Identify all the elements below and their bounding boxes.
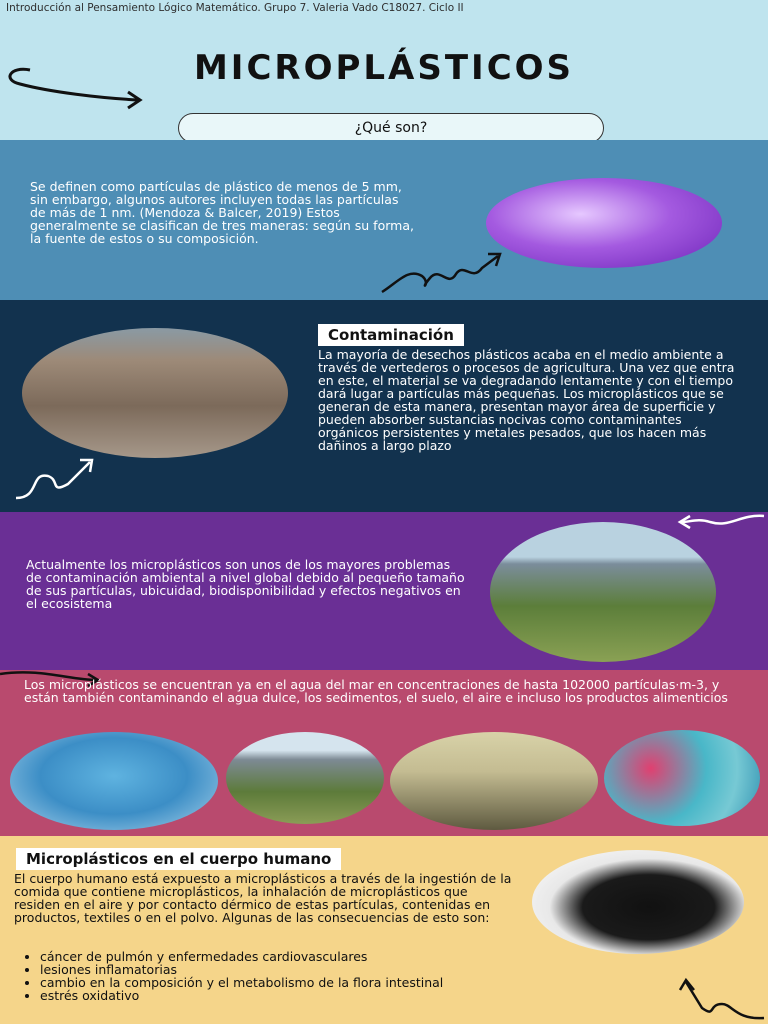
consequences-list bbox=[14, 950, 580, 1002]
definition-band bbox=[0, 140, 768, 300]
contamination-text: La mayoría de desechos plásticos acaba en el medio ambiente a través de vertederos o procesos de agricultura. Una vez que entra en este, el material se va degradando lentamente y con el tiempo dará lugar a partículas más pequeñas. Los microplásticos que se generan de esta manera, presentan mayor área de superficie y pueden absorber sustancias nocivas como contaminantes orgánicos persistentes y metales pesados, que los hacen más dañinos a largo plazo bbox=[318, 347, 735, 453]
corner-arrow-icon bbox=[676, 970, 768, 1024]
dumpster-field-image bbox=[226, 732, 384, 824]
purple-plastic-image bbox=[486, 178, 722, 268]
contamination-band bbox=[0, 300, 768, 512]
body-silhouette-image bbox=[532, 850, 744, 954]
thread-spools-image bbox=[604, 730, 760, 826]
title-band bbox=[0, 0, 768, 140]
presence-band bbox=[0, 670, 768, 836]
list-item: • lesiones inflamatorias bbox=[40, 963, 580, 976]
trash-dumpster-image bbox=[490, 522, 716, 662]
global-problem-band bbox=[0, 512, 768, 670]
curly-arrow-icon bbox=[0, 58, 150, 118]
beach-person-image bbox=[390, 732, 598, 830]
list-item: • cambio en la composición y el metabolismo de la flora intestinal bbox=[40, 976, 580, 989]
page-title: MICROPLÁSTICOS bbox=[193, 48, 575, 88]
bottle-water-image bbox=[10, 732, 218, 830]
presence-text: Los microplásticos se encuentran ya en el agua del mar en concentraciones de hasta 102000 partículas·m-3, y están también contaminando el agua dulce, los sedimentos, el suelo, el aire e incluso los productos alimenticios bbox=[24, 677, 728, 705]
human-body-text: El cuerpo humano está expuesto a microplásticos a través de la ingestión de la comida que contiene microplásticos, la inhalación de microplásticos que residen en el aire y por contacto dérmico de estas partículas, contenidas en productos, textiles o en el polvo. Algunas de las consecuencias de esto son: bbox=[14, 871, 512, 925]
list-item: • estrés oxidativo bbox=[40, 989, 580, 1002]
course-header: Introducción al Pensamiento Lógico Matemático. Grupo 7. Valeria Vado C18027. Ciclo II bbox=[6, 2, 464, 14]
what-are-heading-pill bbox=[178, 113, 604, 140]
global-problem-text: Actualmente los microplásticos son unos de los mayores problemas de contaminación ambiental a nivel global debido al pequeño tamaño de sus partículas, ubicuidad, biodisponibilidad y efectos negativos en el ecosistema bbox=[26, 557, 465, 611]
list-item: • cáncer de pulmón y enfermedades cardiovasculares bbox=[40, 950, 580, 963]
loop-arrow-icon bbox=[10, 448, 110, 508]
beach-pollution-image bbox=[22, 328, 288, 458]
spring-arrow-icon bbox=[378, 248, 508, 300]
wavy-arrow-icon bbox=[660, 512, 768, 532]
human-body-heading: Microplásticos en el cuerpo humano bbox=[16, 848, 341, 870]
contamination-heading: Contaminación bbox=[318, 324, 464, 346]
human-body-band bbox=[0, 836, 768, 1024]
definition-text: Se definen como partículas de plástico de menos de 5 mm, sin embargo, algunos autores incluyen todas las partículas de más de 1 nm. (Mendoza & Balcer, 2019) Estos generalmente se clasifican de tres maneras: según su forma, la fuente de estos o su composición. bbox=[30, 179, 414, 246]
what-are-heading: ¿Qué son? bbox=[354, 120, 428, 136]
